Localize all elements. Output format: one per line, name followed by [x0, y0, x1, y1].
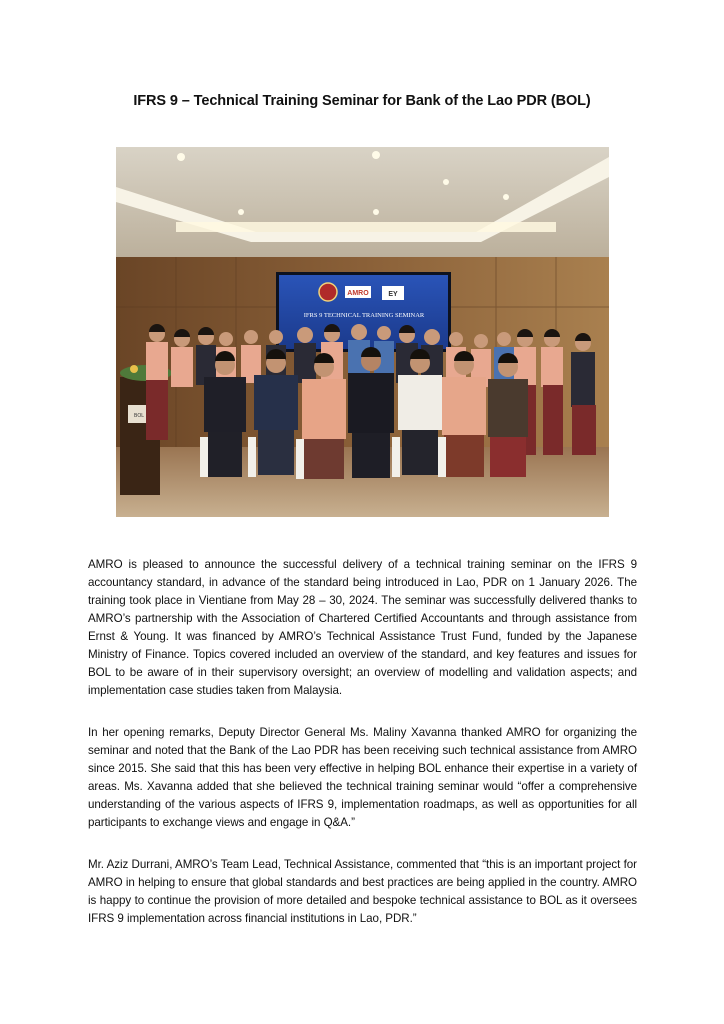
page-title: IFRS 9 – Technical Training Seminar for Bank of the Lao PDR (BOL)	[133, 93, 591, 109]
paragraph-3: Mr. Aziz Durrani, AMRO’s Team Lead, Technical Assistance, commented that “this is an important project for AMRO in helping to ensure that global standards and best practices are being applied in the country. AMRO is happy to continue the provision of more detailed and bespoke technical assistance to BOL as it oversees IFRS 9 implementation across financial institutions in Lao, PDR.”	[88, 858, 637, 925]
paragraph-2: In her opening remarks, Deputy Director General Ms. Maliny Xavanna thanked AMRO for organizing the seminar and noted that the Bank of the Lao PDR has been receiving such technical assistance from AMRO since 2015. She said that this has been very effective in helping BOL enhance their expertise in a variety of areas. Ms. Xavanna added that she believed the technical training seminar would “offer a comprehensive understanding of the various aspects of IFRS 9, implementation roadmaps, as well as opportunities for all participants to exchange views and engage in Q&A.”	[88, 726, 637, 829]
amro-logo-text: AMRO	[347, 290, 369, 297]
banner-text: IFRS 9 TECHNICAL TRAINING SEMINAR	[303, 312, 425, 319]
ey-logo-text: EY	[388, 291, 398, 298]
paragraph-1: AMRO is pleased to announce the successful delivery of a technical training seminar on the IFRS 9 accountancy standard, in advance of the standard being introduced in Lao, PDR on 1 January 2026. The training took place in Vientiane from May 28 – 30, 2024. The seminar was successfully delivered thanks to AMRO’s partnership with the Association of Chartered Certified Accountants and through assistance from Ernst & Young. It was financed by AMRO’s Technical Assistance Trust Fund, funded by the Japanese Ministry of Finance. Topics covered included an overview of the standard, and key features and issues for BOL to be aware of in their supervisory oversight; an overview of modelling and validation aspects; and implementation case studies taken from Malaysia.	[88, 558, 637, 697]
group-photo	[116, 147, 609, 517]
podium-logo-text: BOL	[133, 413, 145, 419]
